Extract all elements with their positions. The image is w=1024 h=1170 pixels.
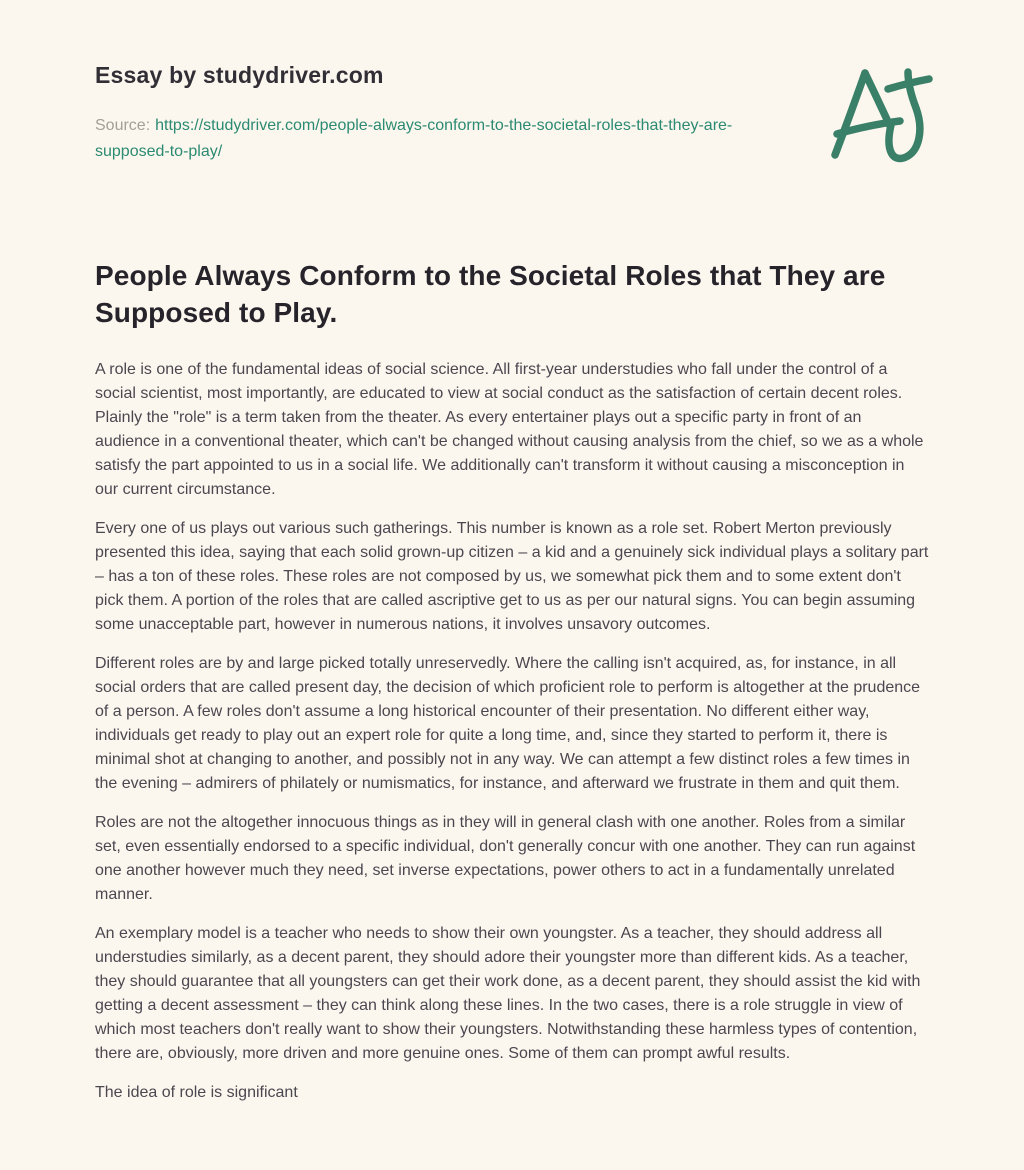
essay-paragraph: The idea of role is significant — [95, 1084, 298, 1101]
a-plus-logo-strokes — [835, 72, 929, 159]
source-link[interactable]: https://studydriver.com/people-always-conform-to-the-societal-roles-that-they-are-supposed-to-play/ — [95, 117, 733, 160]
essay-title: People Always Conform to the Societal Roles that They are Supposed to Play. — [95, 260, 886, 328]
source-line — [95, 113, 767, 165]
essay-paragraph: An exemplary model is a teacher who needs to show their own youngster. As a teacher, they should address all understudies similarly, as a decent parent, they should adore their youngster more than different kids. As a teacher, they should guarantee that all youngsters can get their work done, as a decent parent, they should assist the kid with getting a decent assessment – they can think along these lines. In the two cases, there is a role struggle in view of which most teachers don't really want to show their youngsters. Notwithstanding these harmless types of contention, there are, obviously, more driven and more genuine ones. Some of them can prompt awful results. — [95, 925, 921, 1062]
essay-body — [95, 358, 930, 1105]
a-plus-logo-icon — [822, 64, 936, 166]
document-title: Essay by studydriver.com — [95, 62, 384, 88]
essay-paragraph: Roles are not the altogether innocuous things as in they will in general clash with one another. Roles from a similar set, even essentially endorsed to a specific individual, don't generally concur with one another. They can run against one another however much they need, set inverse expectations, power others to act in a fundamentally unrelated manner. — [95, 814, 916, 903]
essay-paragraph: Different roles are by and large picked totally unreservedly. Where the calling isn't acquired, as, for instance, in all social orders that are called present day, the decision of which proficient role to perform is altogether at the prudence of a person. A few roles don't assume a long historical encounter of their presentation. No different either way, individuals get ready to play out an expert role for quite a long time, and, since they started to perform it, there is minimal shot at changing to another, and possibly not in any way. We can attempt a few distinct roles a few times in the evening – admirers of philately or numismatics, for instance, and afterward we frustrate in them and quit them. — [95, 655, 921, 792]
document-header — [95, 62, 930, 165]
essay-paragraph: A role is one of the fundamental ideas of social science. All first-year understudies who fall under the control of a social scientist, most importantly, are educated to view at social conduct as the satisfaction of certain decent roles. Plainly the "role" is a term taken from the theater. As every entertainer plays out a specific party in front of an audience in a conventional theater, which can't be changed without causing analysis from the chief, so we as a whole satisfy the part appointed to us in a social life. We additionally can't transform it without causing a misconception in our current circumstance. — [95, 361, 924, 498]
essay-article — [95, 257, 930, 1105]
essay-paragraph: Every one of us plays out various such gatherings. This number is known as a role set. Robert Merton previously presented this idea, saying that each solid grown-up citizen – a kid and a genuinely sick individual plays a solitary part – has a ton of these roles. These roles are not composed by us, we somewhat pick them and to some extent don't pick them. A portion of the roles that are called ascriptive get to us as per our natural signs. You can begin assuming some unacceptable part, however in numerous nations, it involves unsavory outcomes. — [95, 520, 929, 633]
source-label: Source: — [95, 117, 151, 134]
